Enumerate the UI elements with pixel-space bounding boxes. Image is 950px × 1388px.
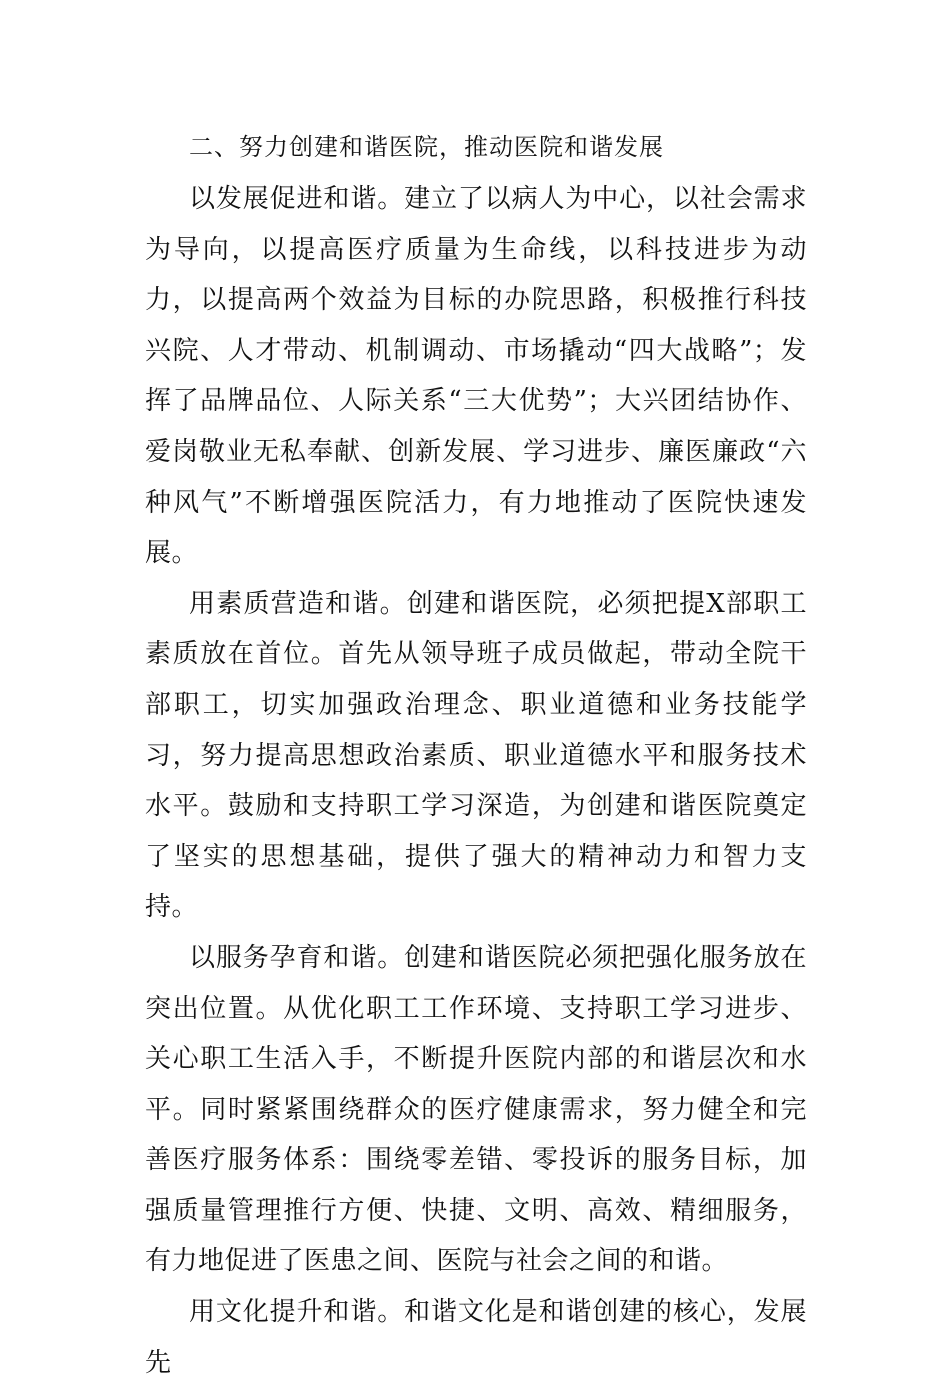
- section-heading: 二、努力创建和谐医院，推动医院和谐发展: [189, 133, 664, 161]
- paragraph-development: 以发展促进和谐。建立了以病人为中心，以社会需求为导向，以提高医疗质量为生命线，以科技进步为动力，以提高两个效益为目标的办院思路，积极推行科技兴院、人才带动、机制调动、市场撬动“四大战略”；发挥了品牌品位、人际关系“三大优势”；大兴团结协作、爱岗敬业无私奉献、创新发展、学习进步、廉医廉政“六种风气”不断增强医院活力，有力地推动了医院快速发展。: [145, 184, 807, 569]
- paragraph-quality: 用素质营造和谐。创建和谐医院，必须把提X部职工素质放在首位。首先从领导班子成员做起，带动全院干部职工，切实加强政治理念、职业道德和业务技能学习，努力提高思想政治素质、职业道德水平和服务技术水平。鼓励和支持职工学习深造，为创建和谐医院奠定了坚实的思想基础，提供了强大的精神动力和智力支持。: [145, 588, 807, 923]
- document-page: [145, 120, 807, 1388]
- paragraph-service: 以服务孕育和谐。创建和谐医院必须把强化服务放在突出位置。从优化职工工作环境、支持职工学习进步、关心职工生活入手，不断提升医院内部的和谐层次和水平。同时紧紧围绕群众的医疗健康需求，努力健全和完善医疗服务体系：围绕零差错、零投诉的服务目标，加强质量管理推行方便、快捷、文明、高效、精细服务，有力地促进了医患之间、医院与社会之间的和谐。: [145, 942, 807, 1277]
- paragraph-culture: 用文化提升和谐。和谐文化是和谐创建的核心，发展先: [145, 1297, 807, 1378]
